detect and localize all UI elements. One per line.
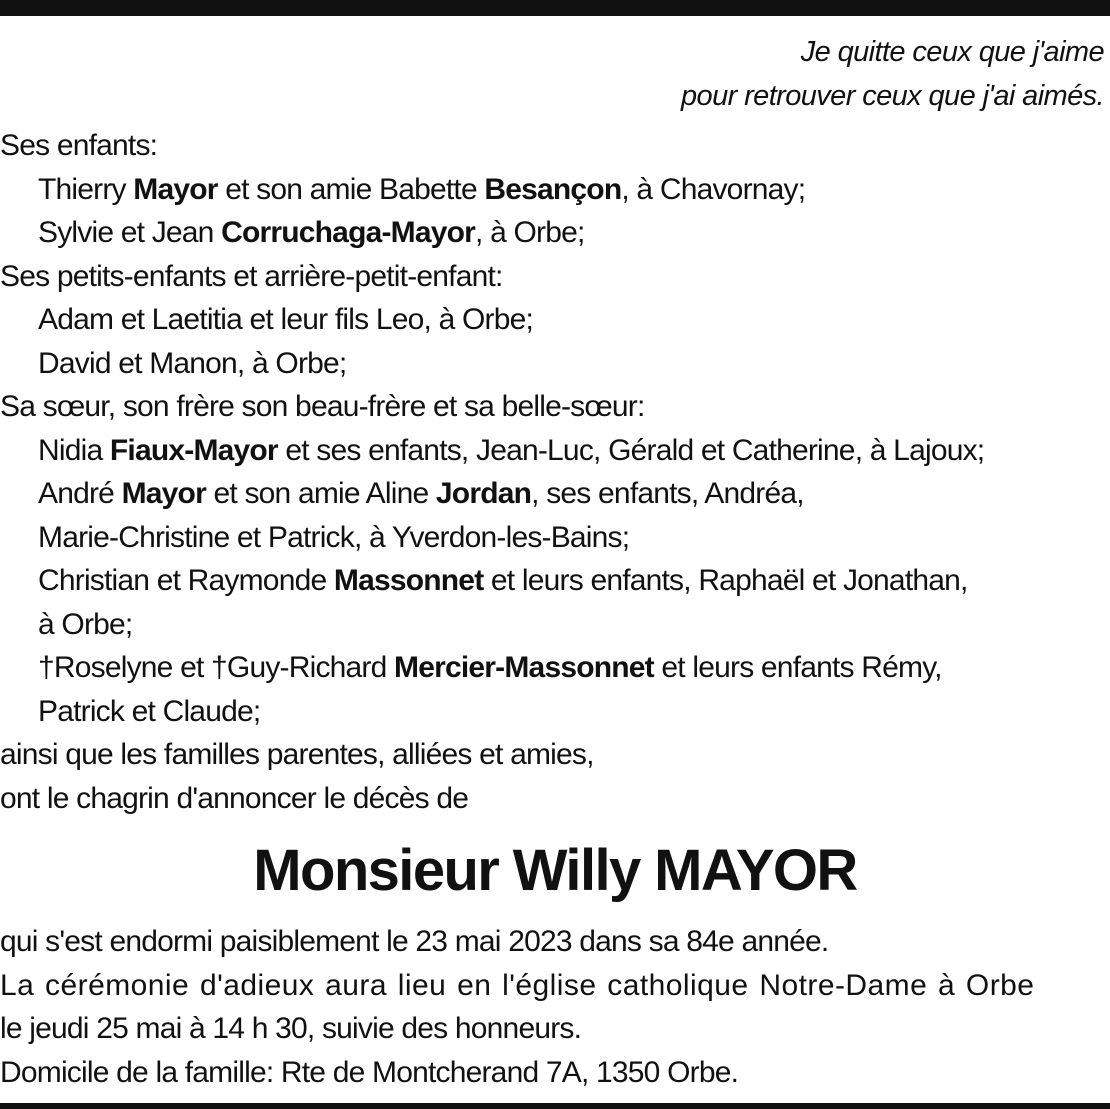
child-entry: Thierry Mayor et son amie Babette Besançon, à Chavornay; [38,172,806,206]
epigraph [681,30,1104,118]
ceremony-date-line: le jeudi 25 mai à 14 h 30, suivie des honneurs. [0,1012,582,1045]
grandchild-entry: David et Manon, à Orbe; [38,346,347,380]
sibling-entry: Christian et Raymonde Massonnet et leurs enfants, Raphaël et Jonathan, [38,564,968,597]
top-rule [0,0,1110,16]
death-date-line: qui s'est endormi paisiblement le 23 mai 2023 dans sa 84e année. [0,925,829,958]
child-entry: Sylvie et Jean Corruchaga-Mayor, à Orbe; [38,216,585,249]
family-address-line: Domicile de la famille: Rte de Montcherand 7A, 1350 Orbe. [0,1055,739,1089]
bottom-rule [0,1103,1110,1109]
siblings-heading: Sa sœur, son frère son beau-frère et sa belle-sœur: [0,390,645,423]
closing-line: ainsi que les familles parentes, alliées et amies, [0,738,594,771]
announcement-line: ont le chagrin d'annoncer le décès de [0,781,469,815]
sibling-entry: Nidia Fiaux-Mayor et ses enfants, Jean-Luc, Gérald et Catherine, à Lajoux; [38,433,985,467]
deceased-name: Monsieur Willy MAYOR [253,838,857,903]
ceremony-line: La cérémonie d'adieux aura lieu en l'église catholique Notre-Dame à Orbe [0,968,1035,1002]
sibling-entry-continued: Marie-Christine et Patrick, à Yverdon-les-Bains; [38,520,630,554]
ceremony-details [0,920,1110,1094]
sibling-entry-continued: Patrick et Claude; [38,694,261,728]
sibling-entry: André Mayor et son amie Aline Jordan, ses enfants, Andréa, [38,477,804,510]
epigraph-line-1: Je quitte ceux que j'aime [800,36,1104,68]
sibling-entry: †Roselyne et †Guy-Richard Mercier-Massonnet et leurs enfants Rémy, [38,651,942,684]
epigraph-line-2: pour retrouver ceux que j'ai aimés. [681,80,1104,112]
grandchild-entry: Adam et Laetitia et leur fils Leo, à Orbe; [38,303,534,336]
grandchildren-heading: Ses petits-enfants et arrière-petit-enfant: [0,259,503,293]
family-list [0,124,1110,820]
children-heading: Ses enfants: [0,129,158,162]
sibling-entry-continued: à Orbe; [38,607,133,641]
